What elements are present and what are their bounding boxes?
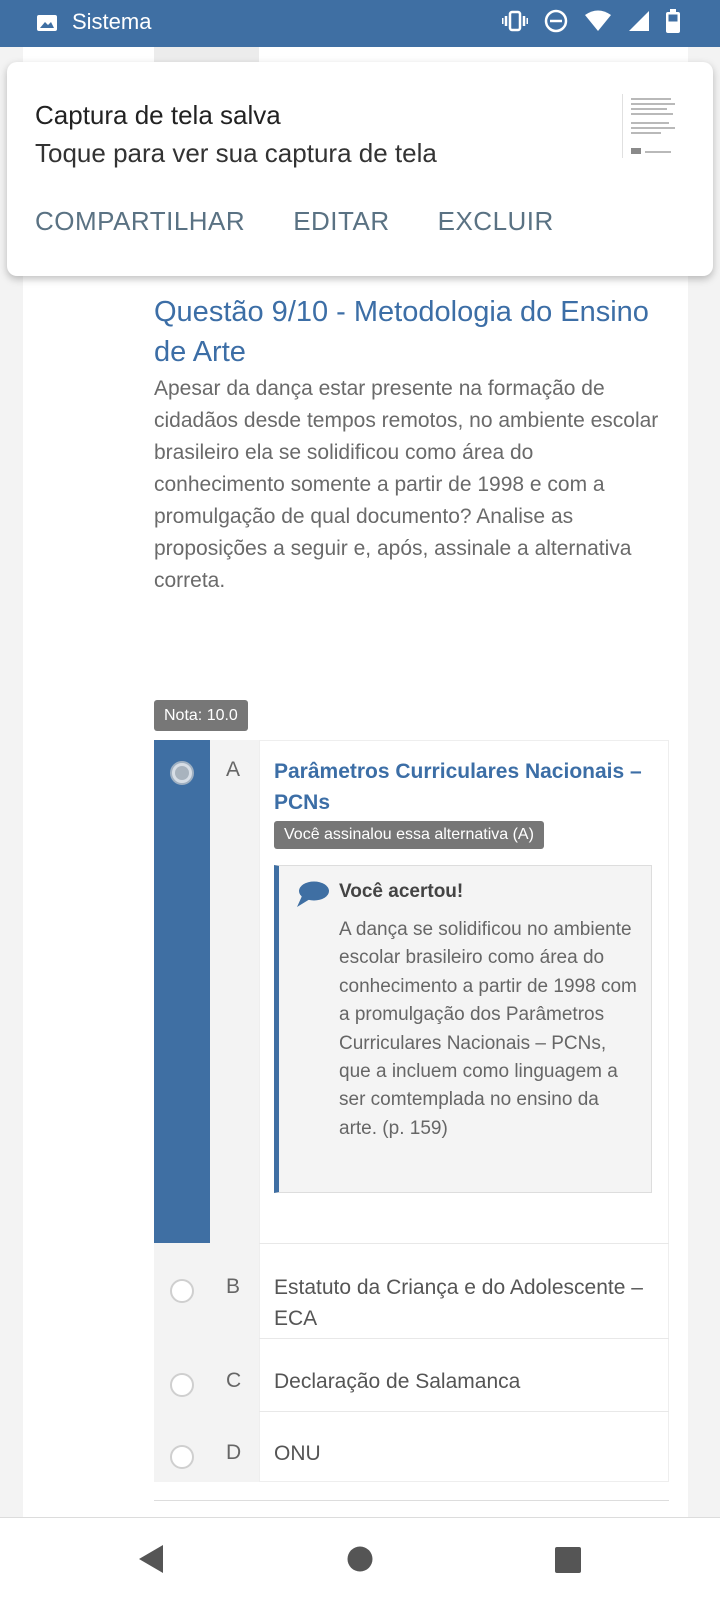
option-d-letter: D <box>226 1441 242 1464</box>
navigation-bar <box>0 1517 720 1600</box>
option-a-radio[interactable] <box>170 761 194 785</box>
image-icon <box>36 14 58 32</box>
share-button[interactable]: COMPARTILHAR <box>35 206 246 236</box>
selected-answer-badge: Você assinalou essa alternativa (A) <box>274 821 544 849</box>
option-b-radio[interactable] <box>170 1279 194 1303</box>
feedback-text: A dança se solidificou no ambiente escolar brasileiro como área do conhecimento a partir de 1998 com a promulgação dos Parâmetros Curriculares Nacionais – PCNs, que a incluem como linguagem a ser comtemplada no ensino da arte. (p. 159) <box>339 919 637 1139</box>
option-c-radio[interactable] <box>170 1373 194 1397</box>
comment-icon <box>296 880 330 908</box>
notification-subtitle: Toque para ver sua captura de tela <box>35 138 437 168</box>
option-c-text[interactable]: Declaração de Salamanca <box>274 1370 521 1393</box>
back-icon[interactable] <box>137 1544 165 1574</box>
option-a-text: Parâmetros Curriculares Nacionais – PCNs <box>274 760 642 814</box>
vibrate-icon <box>502 9 528 33</box>
feedback-heading: Você acertou! <box>339 881 464 902</box>
wifi-icon <box>584 10 612 32</box>
screenshot-thumbnail[interactable] <box>622 94 682 158</box>
signal-icon <box>628 10 650 32</box>
notification-actions <box>35 206 554 237</box>
option-b-text[interactable]: Estatuto da Criança e do Adolescente – ECA <box>274 1276 643 1330</box>
recents-icon[interactable] <box>554 1546 582 1574</box>
bottom-divider <box>154 1500 669 1501</box>
screenshot-notification[interactable] <box>7 62 713 276</box>
option-divider <box>259 1411 669 1412</box>
battery-icon <box>666 9 680 33</box>
question-title: Questão 9/10 - Metodologia do Ensino de Arte <box>154 296 649 368</box>
delete-button[interactable]: EXCLUIR <box>437 206 554 236</box>
question-body: Apesar da dança estar presente na formação de cidadãos desde tempos remotos, no ambiente escolar brasileiro ela se solidificou como área do conhecimento somente a partir de 1998 e com a promulgação de qual documento? Analise as proposições a seguir e, após, assinale a alternativa correta. <box>154 377 659 592</box>
option-divider <box>259 1338 669 1339</box>
status-icons <box>502 9 680 33</box>
option-d-radio[interactable] <box>170 1445 194 1469</box>
feedback-box <box>274 865 652 1193</box>
option-d-text[interactable]: ONU <box>274 1442 321 1465</box>
option-divider <box>259 1243 669 1244</box>
selected-option-bar <box>154 740 210 1243</box>
status-bar <box>0 0 720 47</box>
option-b-letter: B <box>226 1275 241 1298</box>
notification-title: Captura de tela salva <box>35 100 281 130</box>
do-not-disturb-icon <box>544 9 568 33</box>
edit-button[interactable]: EDITAR <box>293 206 390 236</box>
grade-badge: Nota: 10.0 <box>154 700 248 731</box>
option-a-letter: A <box>226 758 241 781</box>
header-tab <box>154 47 259 63</box>
status-app-name: Sistema <box>72 9 152 34</box>
home-icon[interactable] <box>347 1546 373 1572</box>
option-c-letter: C <box>226 1369 242 1392</box>
answer-options <box>154 740 669 1482</box>
